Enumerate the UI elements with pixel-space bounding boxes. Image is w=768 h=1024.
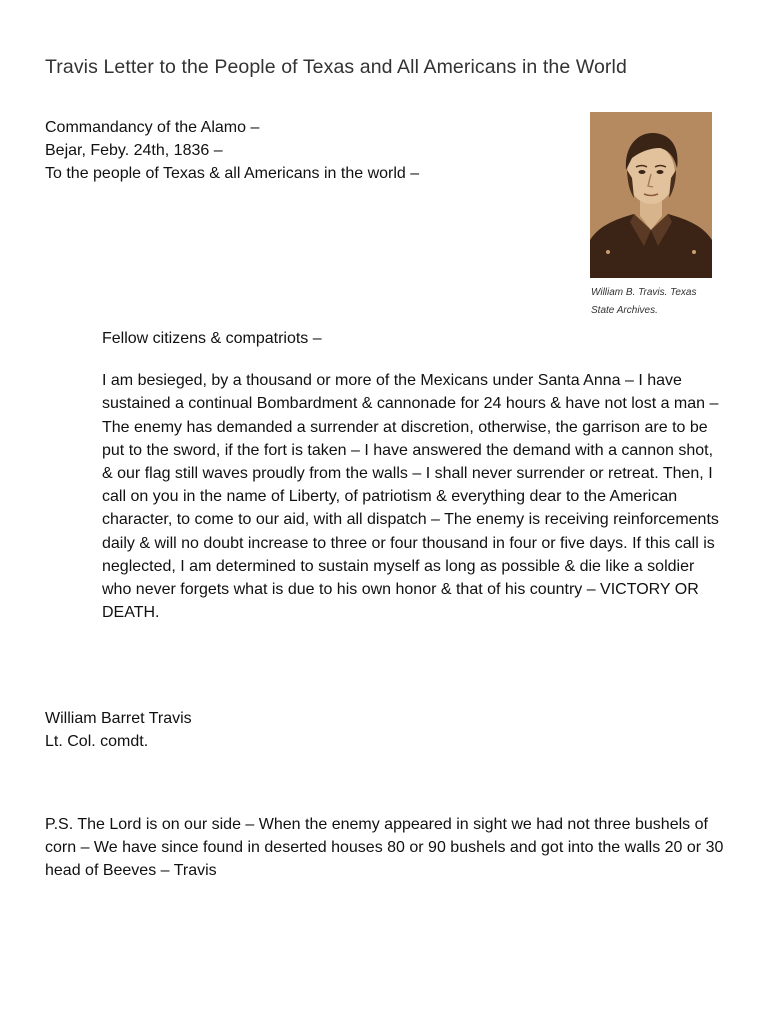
- travis-portrait: [590, 112, 712, 278]
- letter-heading: [45, 116, 419, 185]
- signature-name: William Barret Travis: [45, 710, 192, 727]
- heading-location: Commandancy of the Alamo –: [45, 119, 260, 136]
- heading-date: Bejar, Feby. 24th, 1836 –: [45, 142, 223, 159]
- letter-salutation: Fellow citizens & compatriots –: [102, 330, 322, 347]
- heading-addressee: To the people of Texas & all Americans in the world –: [45, 165, 420, 182]
- letter-text: [102, 327, 727, 624]
- letter-body: I am besieged, by a thousand or more of the Mexicans under Santa Anna – I have sustained a continual Bombardment & cannonade for 24 hours & have not lost a man – The enemy has demanded a surrender at discretion, otherwise, the garrison are to be put to the sword, if the fort is taken – I have answered the demand with a cannon shot, & our flag still waves proudly from the walls – I shall never surrender or retreat. Then, I call on you in the name of Liberty, of patriotism & everything dear to the American character, to come to our aid, with all dispatch – The enemy is receiving reinforcements daily & will no doubt increase to three or four thousand in four or five days. If this call is neglected, I am determined to sustain myself as long as possible & die like a soldier who never forgets what is due to his own honor & that of his country – VICTORY OR DEATH.: [102, 372, 719, 622]
- signature-rank: Lt. Col. comdt.: [45, 733, 149, 750]
- page-title: Travis Letter to the People of Texas and All Americans in the World: [45, 56, 627, 78]
- signature-block: [45, 707, 192, 753]
- postscript: P.S. The Lord is on our side – When the enemy appeared in sight we had not three bushels of corn – We have since found in deserted houses 80 or 90 bushels and got into the walls 20 or 30 head of Beeves – Travis: [45, 816, 724, 879]
- portrait-image: [590, 112, 712, 278]
- portrait-caption: William B. Travis. Texas State Archives.: [591, 287, 697, 316]
